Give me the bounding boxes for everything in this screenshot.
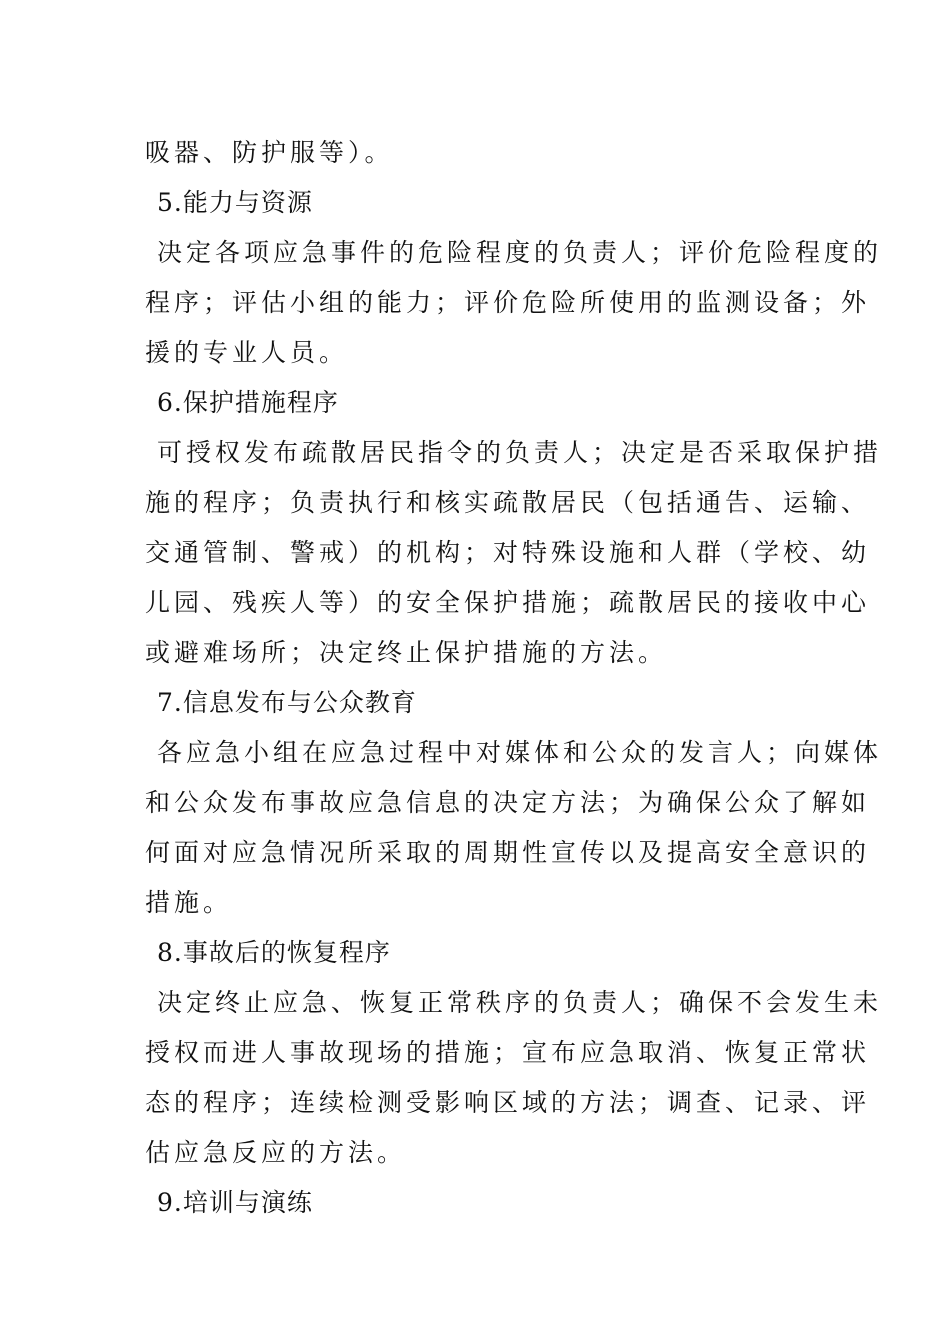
paragraph-line: 援的专业人员。 xyxy=(145,338,349,367)
paragraph-line: 何面对应急情况所采取的周期性宣传以及提高安全意识的 xyxy=(145,838,871,867)
paragraph-line: 或避难场所；决定终止保护措施的方法。 xyxy=(145,638,668,667)
paragraph-line: 可授权发布疏散居民指令的负责人；决定是否采取保护措 xyxy=(157,438,883,467)
paragraph-line: 施的程序；负责执行和核实疏散居民（包括通告、运输、 xyxy=(145,488,871,517)
paragraph-line: 态的程序；连续检测受影响区域的方法；调查、记录、评 xyxy=(145,1088,871,1117)
paragraph-line: 估应急反应的方法。 xyxy=(145,1138,407,1167)
paragraph-line: 程序；评估小组的能力；评价危险所使用的监测设备；外 xyxy=(145,288,871,317)
paragraph-line: 交通管制、警戒）的机构；对特殊设施和人群（学校、幼 xyxy=(145,538,871,567)
paragraph-line: 和公众发布事故应急信息的决定方法；为确保公众了解如 xyxy=(145,788,871,817)
paragraph-line: 儿园、残疾人等）的安全保护措施；疏散居民的接收中心 xyxy=(145,588,871,617)
section-heading-5: 5.能力与资源 xyxy=(157,188,313,217)
paragraph-line: 授权而进人事故现场的措施；宣布应急取消、恢复正常状 xyxy=(145,1038,871,1067)
section-heading-7: 7.信息发布与公众教育 xyxy=(157,688,417,717)
section-heading-6: 6.保护措施程序 xyxy=(157,388,339,417)
document-body xyxy=(145,128,883,1228)
paragraph-line: 措施。 xyxy=(145,888,233,917)
paragraph-line: 吸器、防护服等）。 xyxy=(145,138,394,167)
paragraph-line: 决定终止应急、恢复正常秩序的负责人；确保不会发生未 xyxy=(157,988,883,1017)
paragraph-line: 各应急小组在应急过程中对媒体和公众的发言人；向媒体 xyxy=(157,738,883,767)
section-heading-9: 9.培训与演练 xyxy=(157,1188,313,1217)
section-heading-8: 8.事故后的恢复程序 xyxy=(157,938,391,967)
paragraph-line: 决定各项应急事件的危险程度的负责人；评价危险程度的 xyxy=(157,238,883,267)
